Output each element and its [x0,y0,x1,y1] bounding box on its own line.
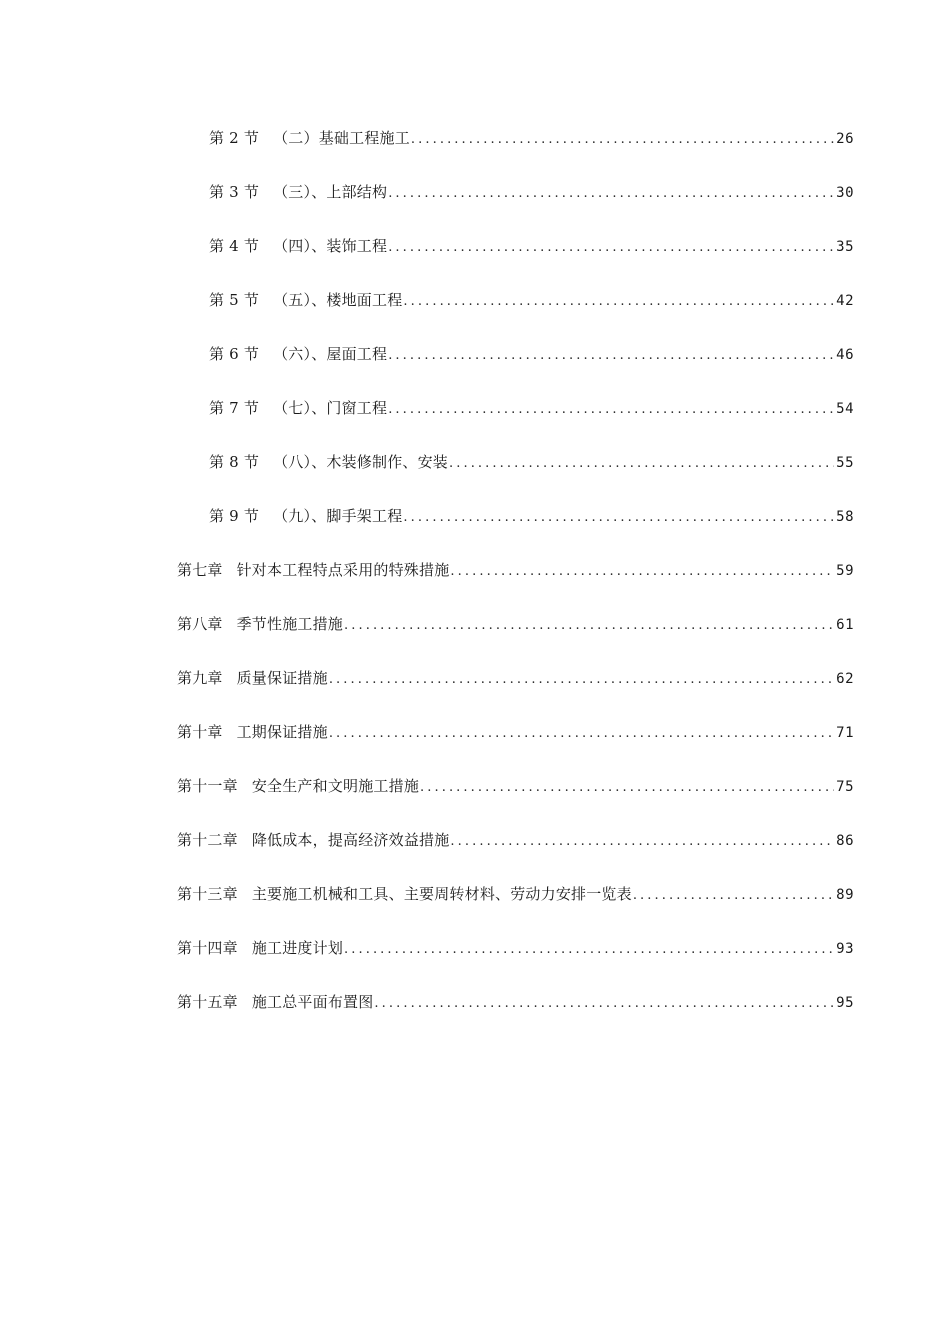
toc-entry-title: （九）、脚手架工程 [273,507,403,525]
toc-entry[interactable] [209,505,854,527]
toc-entry-title: 施工总平面布置图 [251,993,374,1011]
toc-page-number: 30 [836,185,854,201]
toc-entry-title: （七）、门窗工程 [273,399,388,417]
toc-entry[interactable] [209,235,854,257]
toc-entry[interactable] [177,829,854,851]
toc-entry-number: 第九章 [177,669,223,687]
toc-entry[interactable] [209,181,854,203]
toc-entry-number: 第 4 节 [209,237,260,255]
toc-leader-dots [388,183,834,205]
toc-entry-number: 第 5 节 [209,291,260,309]
toc-leader-dots [388,345,834,367]
toc-entry[interactable] [177,721,854,743]
toc-leader-dots [403,291,834,313]
toc-leader-dots [329,669,834,691]
toc-entry-title: （五）、楼地面工程 [273,291,403,309]
toc-entry[interactable] [177,991,854,1013]
toc-page-number: 86 [836,833,854,849]
toc-entry[interactable] [209,343,854,365]
toc-entry-number: 第 3 节 [209,183,260,201]
toc-leader-dots [450,831,834,853]
toc-page-number: 61 [836,617,854,633]
toc-entry-number: 第 9 节 [209,507,260,525]
toc-page-number: 58 [836,509,854,525]
toc-entry-number: 第八章 [177,615,223,633]
toc-entry-title: 工期保证措施 [236,723,328,741]
toc-leader-dots [388,237,834,259]
toc-page-number: 59 [836,563,854,579]
toc-page-number: 75 [836,779,854,795]
toc-entry[interactable] [177,883,854,905]
toc-entry[interactable] [177,667,854,689]
toc-entry[interactable] [209,397,854,419]
toc-entry-title: 施工进度计划 [251,939,344,957]
toc-entry-number: 第 6 节 [209,345,260,363]
toc-leader-dots [344,615,834,637]
toc-page-number: 35 [836,239,854,255]
toc-leader-dots [411,129,834,151]
toc-leader-dots [388,399,834,421]
toc-entry-number: 第 7 节 [209,399,260,417]
toc-leader-dots [329,723,834,745]
toc-entry-number: 第十章 [177,723,223,741]
toc-page-number: 62 [836,671,854,687]
toc-leader-dots [420,777,834,799]
toc-entry-number: 第十五章 [177,993,238,1011]
toc-leader-dots [449,453,834,475]
toc-page-number: 26 [836,131,854,147]
toc-entry-number: 第十二章 [177,831,238,849]
toc-entry-title: （四）、装饰工程 [273,237,388,255]
toc-page-number: 95 [836,995,854,1011]
toc-leader-dots [374,993,834,1015]
toc-entry-number: 第十四章 [177,939,238,957]
toc-entry[interactable] [177,937,854,959]
toc-entry-title: 降低成本，提高经济效益措施 [251,831,450,849]
toc-entry-number: 第 2 节 [209,129,260,147]
toc-entry-number: 第 8 节 [209,453,260,471]
toc-entry-title: （三）、上部结构 [273,183,388,201]
toc-page-number: 54 [836,401,854,417]
toc-entry[interactable] [209,451,854,473]
toc-entry-title: 质量保证措施 [236,669,328,687]
toc-page-number: 89 [836,887,854,903]
toc-leader-dots [344,939,834,961]
toc-page-number: 46 [836,347,854,363]
toc-page-number: 93 [836,941,854,957]
toc-entry[interactable] [177,559,854,581]
toc-entry-title: 安全生产和文明施工措施 [251,777,420,795]
toc-entry[interactable] [209,289,854,311]
toc-leader-dots [403,507,834,529]
toc-entry-title: （六）、屋面工程 [273,345,388,363]
toc-entry-title: 针对本工程特点采用的特殊措施 [236,561,450,579]
toc-page-number: 71 [836,725,854,741]
toc-page-number: 42 [836,293,854,309]
toc-entry-title: （八）、木装修制作、安装 [273,453,448,471]
toc-leader-dots [450,561,834,583]
toc-entry[interactable] [209,127,854,149]
toc-entry[interactable] [177,613,854,635]
toc-entry-title: 主要施工机械和工具、主要周转材料、劳动力安排一览表 [251,885,632,903]
toc-entry[interactable] [177,775,854,797]
toc-entry-title: （二）基础工程施工 [273,129,410,147]
toc-entry-number: 第十三章 [177,885,238,903]
toc-entry-title: 季节性施工措施 [236,615,344,633]
toc-entry-number: 第七章 [177,561,223,579]
toc-page-number: 55 [836,455,854,471]
toc-entry-number: 第十一章 [177,777,238,795]
toc-leader-dots [633,885,834,907]
